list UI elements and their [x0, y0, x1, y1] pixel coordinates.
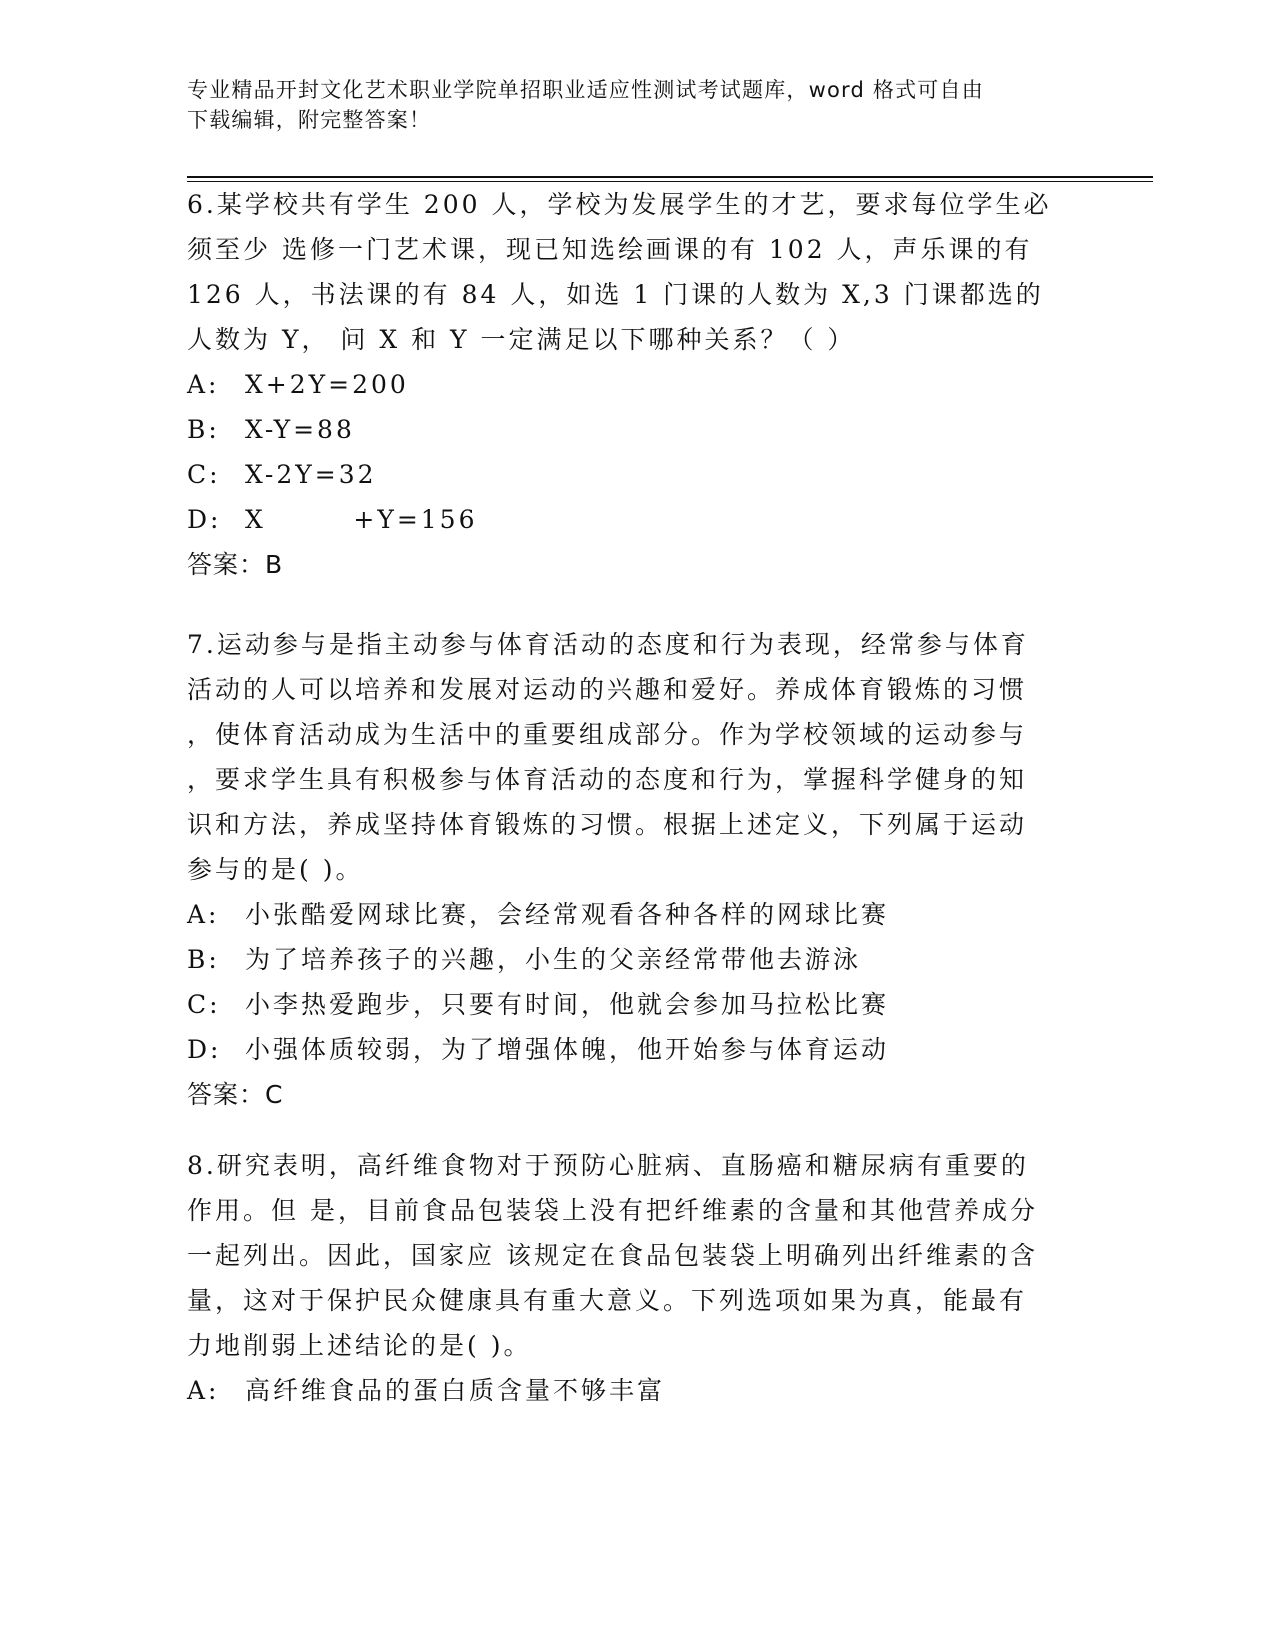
option-letter: A: — [187, 900, 220, 929]
question-text-line: ，要求学生具有积极参与体育活动的态度和行为，掌握科学健身的知 — [187, 765, 1028, 794]
option-text: 小李热爱跑步，只要有时间，他就会参加马拉松比赛 — [245, 990, 890, 1019]
option-a — [187, 362, 1087, 407]
question-text-line: 须至少 选修一门艺术课，现已知选绘画课的有 102 人，声乐课的有 — [187, 235, 1033, 264]
option-a — [187, 892, 1087, 937]
question-text-line: 活动的人可以培养和发展对运动的兴趣和爱好。养成体育锻炼的习惯 — [187, 675, 1028, 704]
question-text-line: 量，这对于保护民众健康具有重大意义。下列选项如果为真，能最有 — [187, 1286, 1028, 1315]
option-b — [187, 937, 1087, 982]
question-text-line: 一起列出。因此，国家应 该规定在食品包装袋上明确列出纤维素的含 — [187, 1241, 1038, 1270]
option-text: 为了培养孩子的兴趣，小生的父亲经常带他去游泳 — [245, 945, 862, 974]
option-text: 小强体质较弱，为了增强体魄，他开始参与体育运动 — [245, 1035, 890, 1064]
question-8 — [187, 1143, 1087, 1413]
header-line-2: 下载编辑，附完整答案！ — [187, 108, 432, 132]
question-text-line: ，使体育活动成为生活中的重要组成部分。作为学校领域的运动参与 — [187, 720, 1028, 749]
option-text: X+2Y=200 — [245, 370, 409, 399]
question-text-line: 7.运动参与是指主动参与体育活动的态度和行为表现，经常参与体育 — [187, 630, 1029, 659]
option-text: X-Y=88 — [245, 415, 355, 444]
option-d — [187, 497, 1087, 542]
option-letter: A: — [187, 370, 220, 399]
question-text-line: 力地削弱上述结论的是( )。 — [187, 1331, 532, 1360]
option-d — [187, 1027, 1087, 1072]
document-header — [187, 75, 1067, 135]
option-a — [187, 1368, 1087, 1413]
question-text-line: 8.研究表明，高纤维食物对于预防心脏病、直肠癌和糖尿病有重要的 — [187, 1151, 1029, 1180]
question-7 — [187, 622, 1087, 1117]
question-text-line: 参与的是( )。 — [187, 855, 364, 884]
header-line-1: 专业精品开封文化艺术职业学院单招职业适应性测试考试题库，word 格式可自由 — [187, 78, 984, 102]
option-letter: D: — [187, 505, 222, 534]
option-text: X +Y=156 — [245, 505, 478, 534]
question-text-line: 126 人，书法课的有 84 人，如选 1 门课的人数为 X,3 门课都选的 — [187, 280, 1044, 309]
option-letter: C: — [187, 460, 221, 489]
option-letter: D: — [187, 1035, 222, 1064]
option-letter: B: — [187, 415, 220, 444]
option-text: 小张酷爱网球比赛，会经常观看各种各样的网球比赛 — [245, 900, 890, 929]
option-letter: C: — [187, 990, 221, 1019]
option-b — [187, 407, 1087, 452]
question-text-line: 识和方法，养成坚持体育锻炼的习惯。根据上述定义，下列属于运动 — [187, 810, 1028, 839]
question-text-line: 作用。但 是，目前食品包装袋上没有把纤维素的含量和其他营养成分 — [187, 1196, 1038, 1225]
question-text-line: 6.某学校共有学生 200 人，学校为发展学生的才艺，要求每位学生必 — [187, 190, 1052, 219]
question-6 — [187, 182, 1087, 587]
question-text-line: 人数为 Y， 问 X 和 Y 一定满足以下哪种关系？（ ） — [187, 325, 856, 354]
option-letter: B: — [187, 945, 220, 974]
answer-label: 答案：B — [187, 550, 284, 579]
option-text: X-2Y=32 — [245, 460, 377, 489]
option-letter: A: — [187, 1376, 220, 1405]
option-text: 高纤维食品的蛋白质含量不够丰富 — [245, 1376, 666, 1405]
answer-label: 答案：C — [187, 1080, 284, 1109]
option-c — [187, 982, 1087, 1027]
option-c — [187, 452, 1087, 497]
header-divider-thick — [187, 176, 1153, 178]
